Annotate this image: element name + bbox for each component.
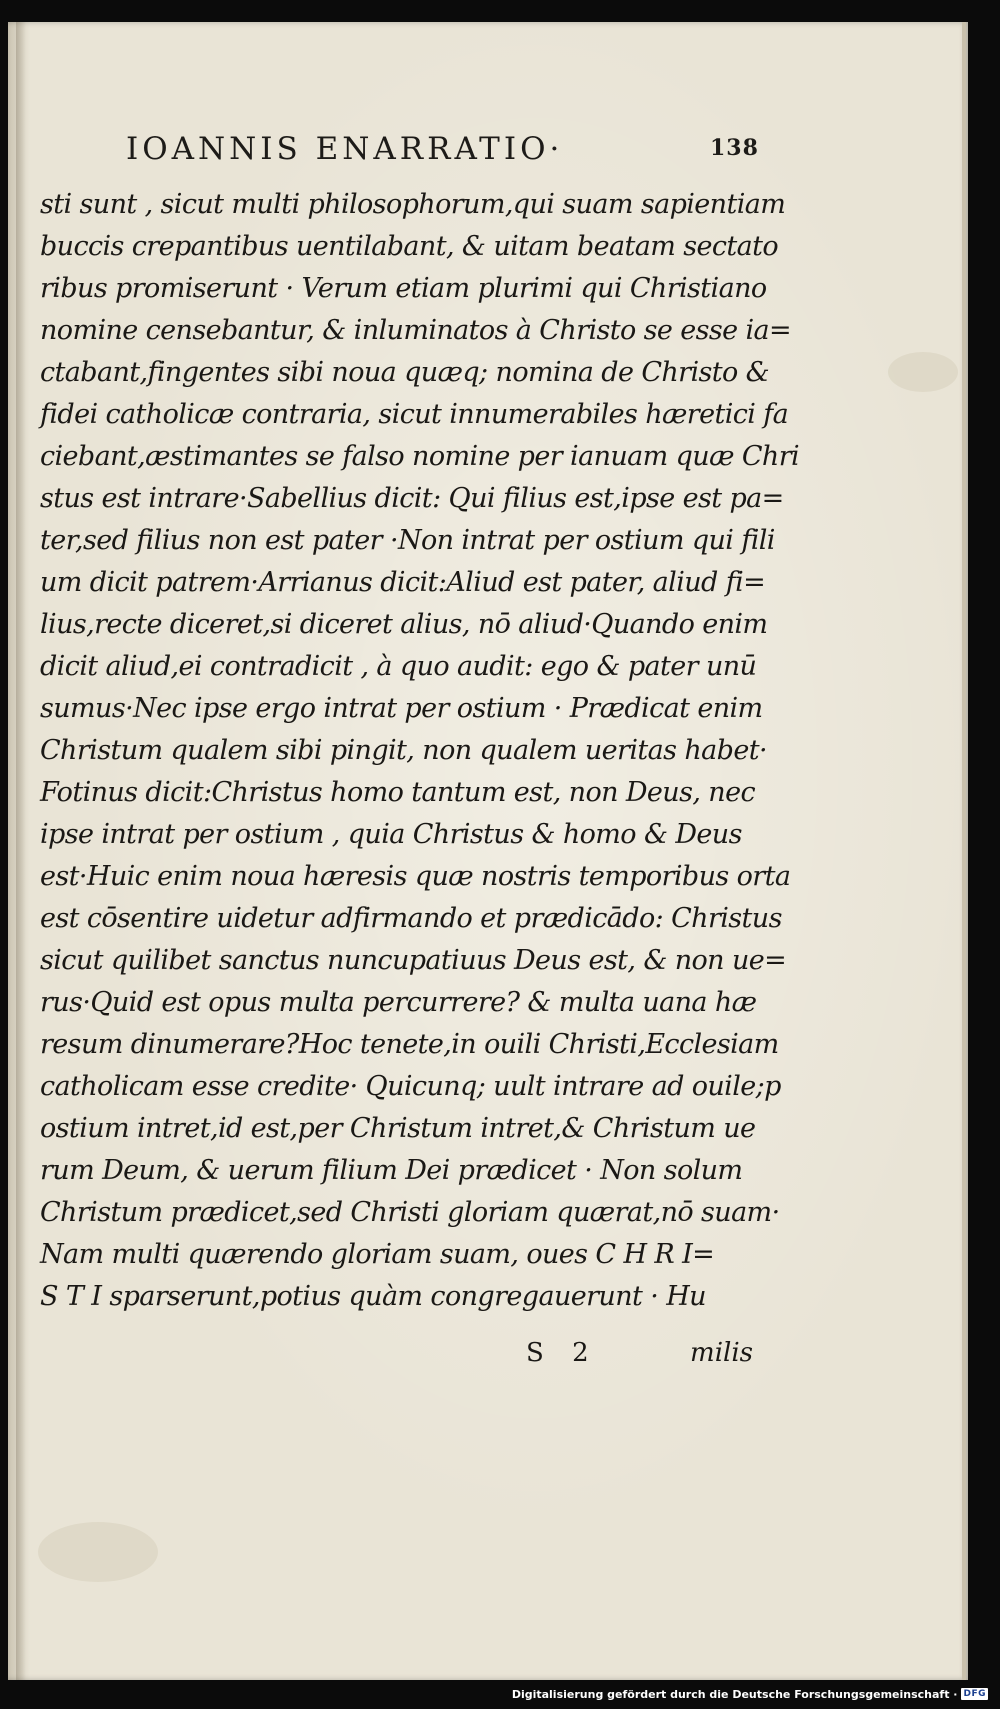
text-line: rus·Quid est opus multa percurrere? & multa uana hæ — [40, 987, 757, 1018]
text-line: sumus·Nec ipse ergo intrat per ostium · Prædicat enim — [40, 693, 763, 724]
footer-text: Digitalisierung gefördert durch die Deutsche Forschungsgemeinschaft · — [511, 1687, 958, 1701]
running-title: IOANNIS ENARRATIO· — [126, 131, 564, 167]
digitization-footer — [512, 1685, 988, 1703]
text-line: Fotinus dicit:Christus homo tantum est, non Deus, nec — [40, 777, 755, 808]
page-edge-strip — [962, 22, 966, 1680]
text-line: catholicam esse credite· Quicunq; uult intrare ad ouile;p — [40, 1071, 781, 1102]
text-line: buccis crepantibus uentilabant, & uitam beatam sectato — [40, 231, 778, 262]
text-line: fidei catholicæ contraria, sicut innumerabiles hæretici fa — [40, 399, 789, 430]
body-text — [40, 184, 800, 1318]
text-line: ostium intret,id est,per Christum intret,& Christum ue — [40, 1113, 756, 1144]
text-line: Nam multi quærendo gloriam suam, oues C H R I= — [40, 1239, 715, 1270]
text-line: stus est intrare·Sabellius dicit: Qui filius est,ipse est pa= — [40, 483, 784, 514]
text-line: sti sunt , sicut multi philosophorum,qui suam sapientiam — [40, 189, 786, 220]
paper-stain — [38, 1522, 158, 1582]
paper-stain — [888, 352, 958, 392]
text-line: rum Deum, & uerum filium Dei prædicet · Non solum — [40, 1155, 743, 1186]
text-line: sicut quilibet sanctus nuncupatiuus Deus est, & non ue= — [40, 945, 787, 976]
gutter-shadow — [16, 22, 26, 1680]
text-line: S T I sparserunt,potius quàm congregauerunt · Hu — [40, 1281, 706, 1312]
folio-number: 138 — [710, 135, 759, 161]
text-line: ribus promiserunt · Verum etiam plurimi qui Christiano — [40, 273, 767, 304]
running-head — [112, 125, 757, 171]
catchword: milis — [690, 1338, 753, 1368]
text-line: est cōsentire uidetur adfirmando et prædicādo: Christus — [40, 903, 782, 934]
text-line: um dicit patrem·Arrianus dicit:Aliud est pater, aliud fi= — [40, 567, 766, 598]
text-line: lius,recte diceret,si diceret alius, nō aliud·Quando enim — [40, 609, 768, 640]
catch-line — [520, 1338, 755, 1378]
text-line: dicit aliud,ei contradicit , à quo audit: ego & pater unū — [40, 651, 757, 682]
signature-mark: S 2 — [526, 1338, 599, 1368]
text-line: Christum prædicet,sed Christi gloriam quærat,nō suam· — [40, 1197, 780, 1228]
text-line: resum dinumerare?Hoc tenete,in ouili Christi,Ecclesiam — [40, 1029, 779, 1060]
text-line: nomine censebantur, & inluminatos à Christo se esse ia= — [40, 315, 792, 346]
dfg-logo: DFG — [963, 1689, 986, 1699]
text-line: ter,sed filius non est pater ·Non intrat per ostium qui fili — [40, 525, 775, 556]
text-line: est·Huic enim noua hæresis quæ nostris temporibus orta — [40, 861, 791, 892]
text-line: Christum qualem sibi pingit, non qualem ueritas habet· — [40, 735, 767, 766]
text-line: ciebant,æstimantes se falso nomine per ianuam quæ Chri — [40, 441, 800, 472]
text-line: ctabant,fingentes sibi noua quæq; nomina de Christo & — [40, 357, 770, 388]
text-line: ipse intrat per ostium , quia Christus & homo & Deus — [40, 819, 742, 850]
